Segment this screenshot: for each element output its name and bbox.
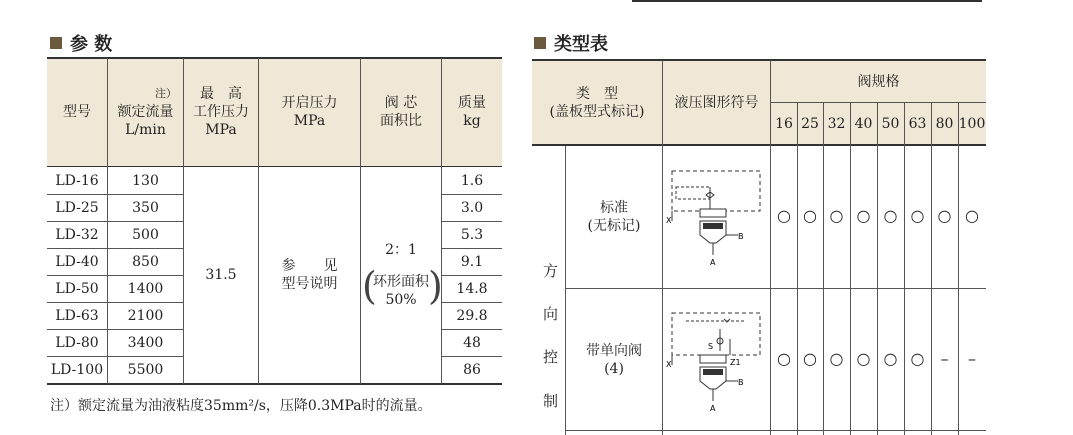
mass-cell: 86 <box>463 361 481 378</box>
hdr-model: 型号 <box>63 104 91 120</box>
model-cell: LD-63 <box>55 307 99 324</box>
type-row-standard-label: 标准 (无标记) <box>587 200 641 234</box>
paren-right: ) <box>428 264 443 308</box>
mass-cell: 9.1 <box>460 253 484 270</box>
group-char-1: 方 <box>543 262 559 280</box>
symbol-label-z1: Z1 <box>730 358 741 367</box>
flow-cell: 500 <box>132 226 159 243</box>
flow-cell: 130 <box>132 172 159 189</box>
available-mark: ○ <box>803 206 817 225</box>
available-mark: ○ <box>777 349 791 368</box>
footnote: 注）额定流量为油液粘度35mm²/s，压降0.3MPa时的流量。 <box>50 398 432 414</box>
flow-cell: 5500 <box>127 361 164 378</box>
types-heading-text: 类型表 <box>554 34 608 55</box>
mass-cell: 14.8 <box>456 280 488 297</box>
size-col-divider <box>823 103 824 435</box>
flow-cell: 1400 <box>127 280 164 297</box>
hydraulic-symbol-check <box>666 307 766 417</box>
heading-square-icon <box>534 37 546 49</box>
size-header: 32 <box>827 115 846 132</box>
available-mark: ○ <box>829 349 844 368</box>
symbol-label-b: B <box>738 378 744 387</box>
flow-cell: 3400 <box>127 334 164 351</box>
heading-square-icon <box>50 37 62 49</box>
size-header: 40 <box>854 115 873 132</box>
size-col-divider <box>958 103 959 435</box>
hdr-pressure: 最 高 工作压力 MPa <box>193 86 249 138</box>
size-col-divider <box>850 103 851 435</box>
symbol-label-x: X <box>666 216 672 225</box>
hydraulic-symbol-standard <box>666 165 766 273</box>
size-header: 25 <box>801 115 819 132</box>
size-col-divider <box>877 103 878 435</box>
mass-cell: 48 <box>463 334 481 351</box>
group-char-3: 控 <box>543 348 559 366</box>
paren-left: ( <box>362 264 377 308</box>
mass-cell: 5.3 <box>460 226 484 243</box>
hdr-open-pressure: 开启压力 MPa <box>281 95 338 129</box>
size-col-divider <box>797 103 798 435</box>
mass-cell: 29.8 <box>456 307 488 324</box>
size-header: 80 <box>935 115 954 132</box>
unavailable-mark: – <box>968 349 976 368</box>
available-mark: ○ <box>965 206 979 225</box>
hdr-area-ratio: 阀 芯 面积比 <box>380 95 422 129</box>
params-heading <box>50 30 112 56</box>
available-mark: ○ <box>803 349 817 368</box>
available-mark: ○ <box>856 349 871 368</box>
symbol-label-x: X <box>666 360 672 369</box>
flow-cell: 350 <box>132 199 159 216</box>
hdr-mass: 质量 kg <box>458 95 486 129</box>
max-pressure-value: 31.5 <box>205 267 237 283</box>
size-header: 100 <box>958 115 986 132</box>
hdr-symbol: 液压图形符号 <box>674 94 759 111</box>
model-cell: LD-40 <box>55 253 99 270</box>
available-mark: ○ <box>937 206 952 225</box>
type-row-check-label: 带单向阀 (4) <box>586 342 642 377</box>
top-rule <box>632 0 982 2</box>
size-col-divider <box>931 103 932 435</box>
types-heading <box>534 30 608 56</box>
mass-cell: 3.0 <box>460 199 484 216</box>
unavailable-mark: – <box>940 349 949 368</box>
hdr-type: 类 型 (盖板型式标记) <box>549 85 645 120</box>
model-cell: LD-25 <box>55 199 99 216</box>
available-mark: ○ <box>829 206 844 225</box>
area-ratio-value: 2：1 环形面积 50% <box>373 242 429 308</box>
hdr-spec: 阀规格 <box>857 73 900 90</box>
available-mark: ○ <box>910 206 925 225</box>
size-header: 63 <box>908 115 927 132</box>
group-char-2: 向 <box>543 305 559 323</box>
symbol-label-b: B <box>738 232 744 241</box>
group-char-4: 制 <box>543 392 559 410</box>
model-cell: LD-80 <box>55 334 99 351</box>
model-cell: LD-50 <box>55 280 99 297</box>
symbol-label-a: A <box>710 258 716 267</box>
model-cell: LD-16 <box>55 172 99 189</box>
open-pressure-value: 参 见 型号说明 <box>281 258 338 292</box>
mass-cell: 1.6 <box>460 172 484 189</box>
flow-cell: 850 <box>132 253 159 270</box>
hdr-flow: 注） 额定流量 L/min <box>117 87 177 138</box>
model-cell: LD-100 <box>50 361 104 378</box>
available-mark: ○ <box>883 349 898 368</box>
size-header: 16 <box>775 115 793 132</box>
symbol-label-a: A <box>710 404 716 413</box>
symbol-label-s: S <box>708 342 714 351</box>
available-mark: ○ <box>910 349 925 368</box>
available-mark: ○ <box>856 206 871 225</box>
available-mark: ○ <box>777 206 791 225</box>
size-col-divider <box>904 103 905 435</box>
flow-cell: 2100 <box>127 307 164 324</box>
available-mark: ○ <box>883 206 898 225</box>
size-header: 50 <box>881 115 900 132</box>
model-cell: LD-32 <box>55 226 99 243</box>
params-heading-text: 参 数 <box>70 34 113 55</box>
